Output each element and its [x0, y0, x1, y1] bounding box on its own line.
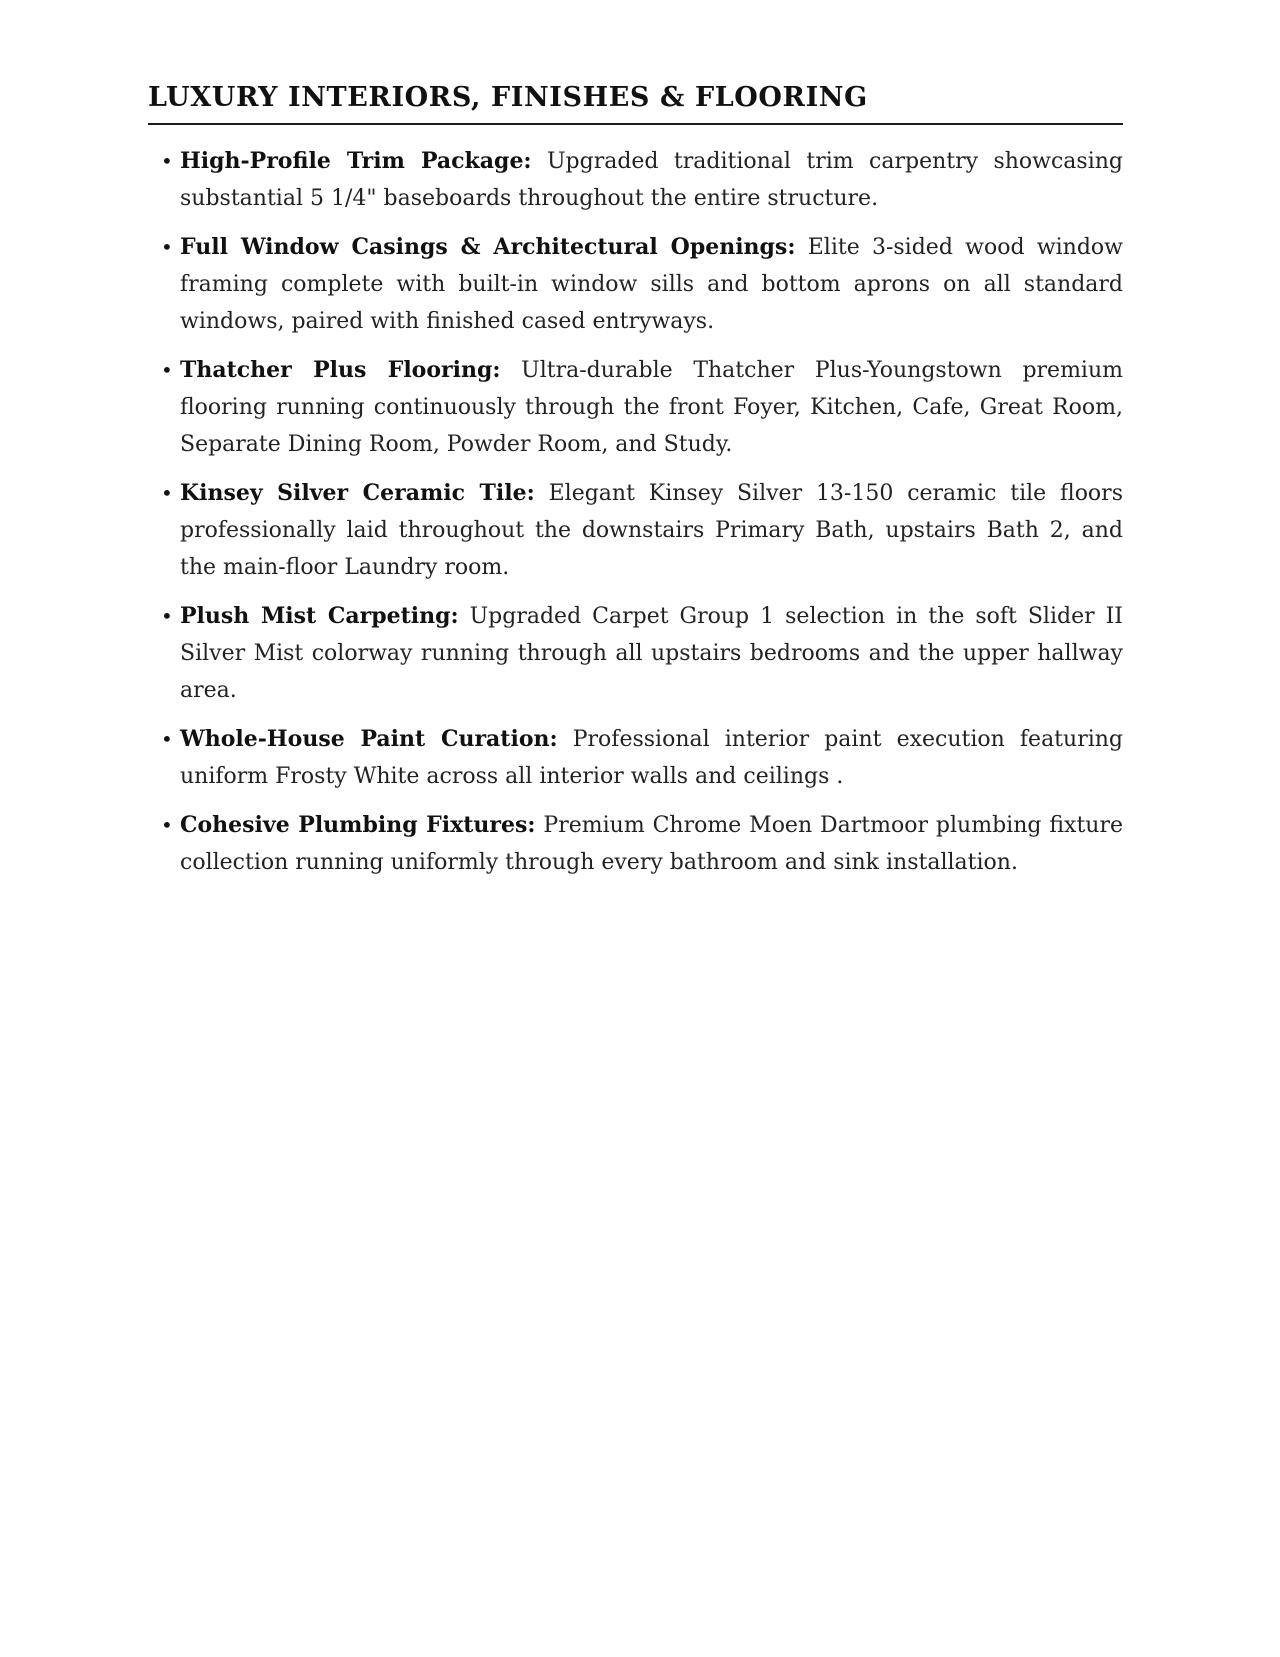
feature-term: Thatcher Plus Flooring: — [180, 357, 501, 383]
list-item — [148, 229, 1123, 340]
feature-term: Full Window Casings & Architectural Openings: — [180, 234, 796, 260]
feature-description: Upgraded traditional trim carpentry showcasing substantial 5 1/4" baseboards throughout the entire structure. — [180, 149, 1123, 211]
bullet-icon: • — [161, 604, 173, 628]
bullet-icon: • — [161, 235, 173, 259]
feature-term: Kinsey Silver Ceramic Tile: — [180, 480, 535, 506]
section-heading: LUXURY INTERIORS, FINISHES & FLOORING — [148, 82, 1123, 125]
feature-description: Professional interior paint execution featuring uniform Frosty White across all interior walls and ceilings . — [180, 727, 1123, 789]
bullet-icon: • — [161, 813, 173, 837]
document-page — [148, 82, 1123, 893]
list-item — [148, 807, 1123, 881]
feature-term: Whole-House Paint Curation: — [180, 726, 558, 752]
feature-list — [148, 143, 1123, 881]
list-item — [148, 143, 1123, 217]
feature-term: High-Profile Trim Package: — [180, 148, 532, 174]
feature-description: Upgraded Carpet Group 1 selection in the soft Slider II Silver Mist colorway running through all upstairs bedrooms and the upper hallway area. — [180, 604, 1123, 703]
feature-description: Ultra-durable Thatcher Plus-Youngstown premium flooring running continuously through the front Foyer, Kitchen, Cafe, Great Room, Separate Dining Room, Powder Room, and Study. — [180, 358, 1123, 457]
feature-term: Plush Mist Carpeting: — [180, 603, 459, 629]
bullet-icon: • — [161, 727, 173, 751]
feature-term: Cohesive Plumbing Fixtures: — [180, 812, 536, 838]
list-item — [148, 721, 1123, 795]
bullet-icon: • — [161, 149, 173, 173]
feature-description: Elegant Kinsey Silver 13-150 ceramic tile floors professionally laid throughout the downstairs Primary Bath, upstairs Bath 2, and the main-floor Laundry room. — [180, 481, 1123, 580]
feature-description: Elite 3-sided wood window framing complete with built-in window sills and bottom aprons on all standard windows, paired with finished cased entryways. — [180, 235, 1124, 334]
list-item — [148, 475, 1123, 586]
feature-description: Premium Chrome Moen Dartmoor plumbing fixture collection running uniformly through every bathroom and sink installation. — [180, 813, 1123, 875]
list-item — [148, 352, 1123, 463]
bullet-icon: • — [161, 358, 173, 382]
bullet-icon: • — [161, 481, 173, 505]
list-item — [148, 598, 1123, 709]
